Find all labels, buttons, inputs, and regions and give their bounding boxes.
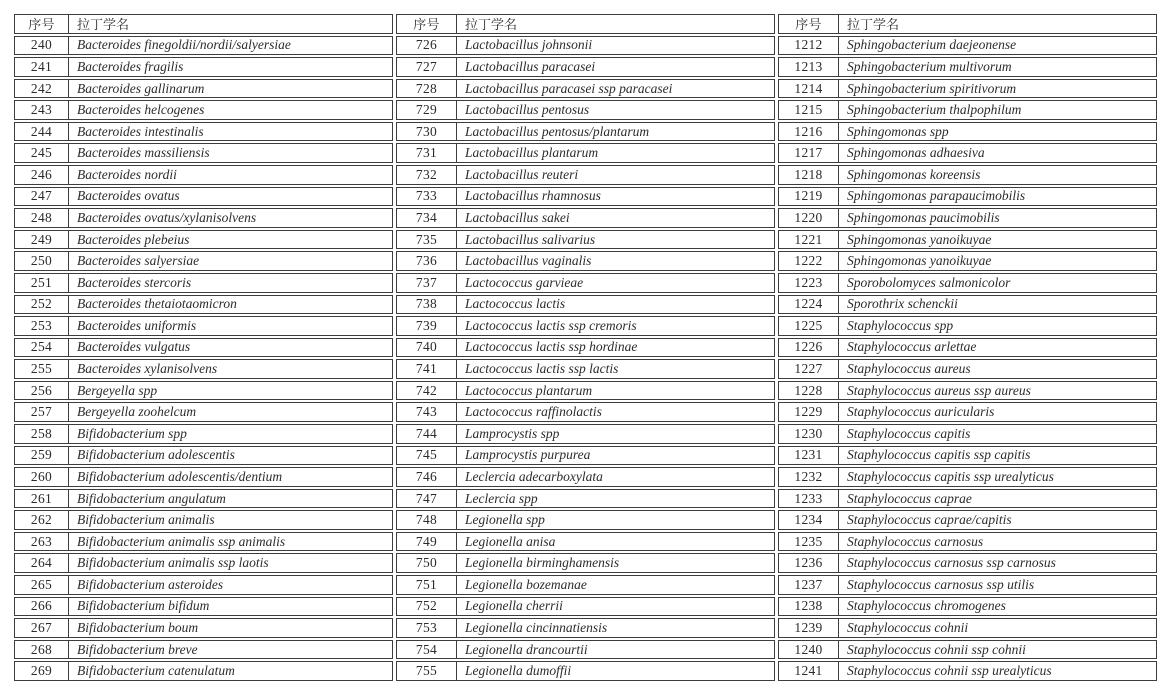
row-latin-name: Bifidobacterium breve (77, 641, 198, 657)
table-row (14, 122, 393, 142)
row-latin-name: Staphylococcus auricularis (847, 404, 995, 420)
table-row (14, 143, 393, 163)
row-latin-name: Sphingobacterium daejeonense (847, 37, 1017, 53)
row-number: 1226 (779, 339, 839, 357)
row-latin-name: Bacteroides stercoris (77, 274, 192, 290)
table-row (778, 36, 1157, 56)
table-row (396, 532, 775, 552)
row-latin-name: Sphingomonas parapaucimobilis (847, 188, 1026, 204)
table-row (14, 100, 393, 120)
row-number: 735 (397, 231, 457, 249)
row-number: 1228 (779, 382, 839, 400)
row-latin-name: Lactobacillus vaginalis (465, 253, 592, 269)
row-latin-name: Legionella drancourtii (465, 641, 588, 657)
row-latin-name: Bacteroides intestinalis (77, 123, 204, 139)
table-row (778, 57, 1157, 77)
row-latin-name: Staphylococcus chromogenes (847, 598, 1006, 614)
table-row (396, 230, 775, 250)
row-latin-name: Lactococcus lactis ssp cremoris (465, 317, 637, 333)
row-number: 750 (397, 554, 457, 572)
table-row (778, 424, 1157, 444)
table-row (396, 402, 775, 422)
col-header-serial: 序号 (15, 15, 69, 33)
row-number: 259 (15, 447, 69, 465)
row-number: 1215 (779, 101, 839, 119)
row-latin-name: Bergeyella zoohelcum (77, 404, 197, 420)
table-row (396, 553, 775, 573)
row-latin-name: Legionella dumoffii (465, 663, 572, 679)
table-row (14, 381, 393, 401)
row-number: 748 (397, 511, 457, 529)
row-latin-name: Bacteroides ovatus/xylanisolvens (77, 209, 257, 225)
row-number: 1229 (779, 403, 839, 421)
row-number: 1240 (779, 641, 839, 659)
row-number: 1233 (779, 490, 839, 508)
row-number: 1230 (779, 425, 839, 443)
table-row (396, 316, 775, 336)
table-column-group-2 (396, 14, 775, 681)
row-number: 738 (397, 296, 457, 314)
row-number: 752 (397, 598, 457, 616)
col-header-latin-name: 拉丁学名 (465, 17, 518, 33)
table-row (14, 230, 393, 250)
table-row (14, 640, 393, 660)
table-row (778, 553, 1157, 573)
table-row (14, 187, 393, 207)
row-latin-name: Staphylococcus arlettae (847, 339, 977, 355)
table-row (778, 79, 1157, 99)
table-row (396, 446, 775, 466)
row-number: 256 (15, 382, 69, 400)
table-row (396, 467, 775, 487)
row-latin-name: Bifidobacterium catenulatum (77, 663, 235, 679)
row-latin-name: Legionella cincinnatiensis (465, 619, 608, 635)
row-number: 268 (15, 641, 69, 659)
row-latin-name: Lactobacillus paracasei (465, 58, 596, 74)
row-number: 244 (15, 123, 69, 141)
row-number: 741 (397, 360, 457, 378)
row-number: 737 (397, 274, 457, 292)
row-number: 1217 (779, 144, 839, 162)
row-number: 744 (397, 425, 457, 443)
row-number: 248 (15, 209, 69, 227)
table-row (14, 295, 393, 315)
table-row (14, 575, 393, 595)
header-row (396, 14, 775, 34)
col-header-serial: 序号 (397, 15, 457, 33)
row-latin-name: Lamprocystis spp (465, 425, 560, 441)
row-number: 1222 (779, 252, 839, 270)
row-number: 1225 (779, 317, 839, 335)
row-number: 1231 (779, 447, 839, 465)
table-row (396, 57, 775, 77)
row-latin-name: Legionella anisa (465, 533, 556, 549)
row-number: 1219 (779, 188, 839, 206)
table-row (396, 187, 775, 207)
row-number: 732 (397, 166, 457, 184)
row-latin-name: Staphylococcus capitis ssp capitis (847, 447, 1031, 463)
row-latin-name: Sphingomonas koreensis (847, 166, 981, 182)
row-latin-name: Bifidobacterium spp (77, 425, 187, 441)
row-number: 257 (15, 403, 69, 421)
row-latin-name: Bifidobacterium animalis (77, 512, 215, 528)
table-column-group-3 (778, 14, 1157, 681)
table-row (396, 79, 775, 99)
table-row (396, 510, 775, 530)
row-latin-name: Staphylococcus capitis ssp urealyticus (847, 468, 1054, 484)
row-latin-name: Sporobolomyces salmonicolor (847, 274, 1011, 290)
table-row (396, 36, 775, 56)
row-latin-name: Bergeyella spp (77, 382, 158, 398)
row-number: 740 (397, 339, 457, 357)
table-row (396, 143, 775, 163)
row-latin-name: Lactobacillus johnsonii (465, 37, 593, 53)
row-latin-name: Leclercia adecarboxylata (465, 468, 603, 484)
row-number: 261 (15, 490, 69, 508)
table-row (14, 532, 393, 552)
row-latin-name: Bacteroides massiliensis (77, 145, 210, 161)
table-row (778, 338, 1157, 358)
table-row (396, 575, 775, 595)
row-latin-name: Bifidobacterium adolescentis (77, 447, 235, 463)
table-row (396, 273, 775, 293)
table-row (778, 295, 1157, 315)
row-number: 746 (397, 468, 457, 486)
row-latin-name: Lactococcus plantarum (465, 382, 593, 398)
table-row (778, 251, 1157, 271)
row-latin-name: Lactococcus lactis ssp hordinae (465, 339, 638, 355)
table-row (396, 208, 775, 228)
row-number: 745 (397, 447, 457, 465)
row-latin-name: Lactobacillus salivarius (465, 231, 596, 247)
table-row (396, 122, 775, 142)
table-row (14, 467, 393, 487)
table-row (778, 359, 1157, 379)
col-header-latin-name: 拉丁学名 (77, 17, 130, 33)
row-number: 266 (15, 598, 69, 616)
row-latin-name: Sphingobacterium thalpophilum (847, 102, 1022, 118)
row-latin-name: Staphylococcus caprae/capitis (847, 512, 1012, 528)
table-row (14, 510, 393, 530)
table-row (778, 575, 1157, 595)
table-row (396, 251, 775, 271)
row-latin-name: Staphylococcus aureus ssp aureus (847, 382, 1031, 398)
row-number: 250 (15, 252, 69, 270)
row-number: 251 (15, 274, 69, 292)
row-number: 1212 (779, 37, 839, 55)
row-number: 262 (15, 511, 69, 529)
row-latin-name: Bifidobacterium asteroides (77, 576, 224, 592)
table-row (396, 424, 775, 444)
table-row (396, 640, 775, 660)
row-number: 1238 (779, 598, 839, 616)
row-latin-name: Bacteroides vulgatus (77, 339, 191, 355)
row-latin-name: Bifidobacterium animalis ssp animalis (77, 533, 286, 549)
table-row (778, 510, 1157, 530)
row-number: 747 (397, 490, 457, 508)
row-number: 249 (15, 231, 69, 249)
row-latin-name: Bacteroides helcogenes (77, 102, 205, 118)
row-latin-name: Staphylococcus carnosus ssp utilis (847, 576, 1035, 592)
row-number: 243 (15, 101, 69, 119)
row-latin-name: Bifidobacterium boum (77, 619, 199, 635)
row-number: 247 (15, 188, 69, 206)
table-row (778, 618, 1157, 638)
row-number: 1221 (779, 231, 839, 249)
row-number: 1241 (779, 662, 839, 680)
row-latin-name: Bifidobacterium angulatum (77, 490, 226, 506)
row-latin-name: Bifidobacterium adolescentis/dentium (77, 468, 283, 484)
row-number: 1224 (779, 296, 839, 314)
row-number: 739 (397, 317, 457, 335)
row-latin-name: Bacteroides nordii (77, 166, 177, 182)
row-latin-name: Legionella spp (465, 512, 545, 528)
row-number: 1214 (779, 80, 839, 98)
table-row (778, 489, 1157, 509)
table-row (396, 295, 775, 315)
table-row (778, 143, 1157, 163)
row-number: 755 (397, 662, 457, 680)
row-number: 254 (15, 339, 69, 357)
table-row (14, 618, 393, 638)
table-row (396, 661, 775, 681)
table-row (14, 424, 393, 444)
table-row (778, 532, 1157, 552)
row-latin-name: Staphylococcus spp (847, 317, 954, 333)
row-number: 265 (15, 576, 69, 594)
table-row (778, 230, 1157, 250)
row-number: 260 (15, 468, 69, 486)
col-header-serial: 序号 (779, 15, 839, 33)
row-latin-name: Staphylococcus cohnii (847, 619, 969, 635)
table-row (778, 467, 1157, 487)
row-latin-name: Bacteroides ovatus (77, 188, 180, 204)
row-number: 743 (397, 403, 457, 421)
row-latin-name: Sphingomonas yanoikuyae (847, 253, 992, 269)
row-number: 1236 (779, 554, 839, 572)
row-latin-name: Sphingomonas yanoikuyae (847, 231, 992, 247)
row-number: 267 (15, 619, 69, 637)
row-number: 731 (397, 144, 457, 162)
row-latin-name: Lactobacillus rhamnosus (465, 188, 601, 204)
row-latin-name: Staphylococcus aureus (847, 361, 971, 377)
row-latin-name: Bifidobacterium bifidum (77, 598, 210, 614)
row-number: 263 (15, 533, 69, 551)
row-latin-name: Lactococcus lactis ssp lactis (465, 361, 619, 377)
row-number: 246 (15, 166, 69, 184)
table-row (396, 100, 775, 120)
row-latin-name: Lamprocystis purpurea (465, 447, 591, 463)
row-latin-name: Lactococcus garvieae (465, 274, 584, 290)
row-number: 255 (15, 360, 69, 378)
row-number: 727 (397, 58, 457, 76)
species-table (14, 14, 1157, 681)
table-row (778, 187, 1157, 207)
row-latin-name: Bacteroides gallinarum (77, 80, 205, 96)
row-latin-name: Legionella birminghamensis (465, 555, 620, 571)
row-number: 1234 (779, 511, 839, 529)
row-number: 749 (397, 533, 457, 551)
table-row (396, 489, 775, 509)
row-number: 751 (397, 576, 457, 594)
row-number: 742 (397, 382, 457, 400)
table-row (396, 381, 775, 401)
row-number: 1239 (779, 619, 839, 637)
row-number: 258 (15, 425, 69, 443)
table-row (778, 316, 1157, 336)
row-latin-name: Legionella bozemanae (465, 576, 587, 592)
row-number: 754 (397, 641, 457, 659)
table-row (778, 100, 1157, 120)
table-row (778, 402, 1157, 422)
row-latin-name: Lactobacillus pentosus (465, 102, 590, 118)
table-row (14, 338, 393, 358)
table-row (14, 489, 393, 509)
header-row (778, 14, 1157, 34)
row-latin-name: Bacteroides finegoldii/nordii/salyersiae (77, 37, 291, 53)
row-latin-name: Bacteroides xylanisolvens (77, 361, 218, 377)
row-number: 1213 (779, 58, 839, 76)
table-row (14, 446, 393, 466)
row-number: 241 (15, 58, 69, 76)
row-latin-name: Bacteroides thetaiotaomicron (77, 296, 237, 312)
table-row (778, 273, 1157, 293)
table-row (14, 273, 393, 293)
row-number: 245 (15, 144, 69, 162)
row-number: 242 (15, 80, 69, 98)
row-latin-name: Bacteroides plebeius (77, 231, 190, 247)
table-row (778, 640, 1157, 660)
table-row (396, 338, 775, 358)
table-column-group-1 (14, 14, 393, 681)
table-row (14, 402, 393, 422)
row-latin-name: Sphingomonas paucimobilis (847, 209, 1000, 225)
table-row (14, 661, 393, 681)
table-row (778, 122, 1157, 142)
table-row (778, 661, 1157, 681)
table-row (14, 165, 393, 185)
row-number: 253 (15, 317, 69, 335)
row-latin-name: Lactococcus raffinolactis (465, 404, 602, 420)
row-latin-name: Leclercia spp (465, 490, 538, 506)
row-number: 729 (397, 101, 457, 119)
table-row (14, 251, 393, 271)
row-latin-name: Lactobacillus paracasei ssp paracasei (465, 80, 673, 96)
row-number: 252 (15, 296, 69, 314)
table-row (14, 597, 393, 617)
row-number: 240 (15, 37, 69, 55)
table-row (396, 618, 775, 638)
row-latin-name: Sphingobacterium multivorum (847, 58, 1012, 74)
table-row (14, 208, 393, 228)
row-number: 1235 (779, 533, 839, 551)
row-latin-name: Lactobacillus plantarum (465, 145, 599, 161)
row-latin-name: Lactobacillus reuteri (465, 166, 579, 182)
row-number: 726 (397, 37, 457, 55)
row-latin-name: Staphylococcus carnosus ssp carnosus (847, 555, 1056, 571)
row-number: 1220 (779, 209, 839, 227)
row-number: 728 (397, 80, 457, 98)
row-number: 1237 (779, 576, 839, 594)
row-number: 753 (397, 619, 457, 637)
row-latin-name: Bacteroides salyersiae (77, 253, 200, 269)
table-row (778, 597, 1157, 617)
table-row (778, 208, 1157, 228)
row-latin-name: Legionella cherrii (465, 598, 563, 614)
table-row (778, 165, 1157, 185)
row-number: 730 (397, 123, 457, 141)
row-latin-name: Sphingomonas adhaesiva (847, 145, 985, 161)
row-number: 1216 (779, 123, 839, 141)
row-latin-name: Staphylococcus capitis (847, 425, 971, 441)
row-number: 733 (397, 188, 457, 206)
col-header-latin-name: 拉丁学名 (847, 17, 900, 33)
row-latin-name: Staphylococcus caprae (847, 490, 972, 506)
row-number: 1232 (779, 468, 839, 486)
table-row (14, 553, 393, 573)
row-latin-name: Sphingobacterium spiritivorum (847, 80, 1017, 96)
row-number: 1223 (779, 274, 839, 292)
row-latin-name: Lactobacillus pentosus/plantarum (465, 123, 650, 139)
row-latin-name: Lactococcus lactis (465, 296, 566, 312)
table-row (396, 359, 775, 379)
table-row (14, 79, 393, 99)
row-latin-name: Staphylococcus cohnii ssp urealyticus (847, 663, 1052, 679)
row-latin-name: Staphylococcus carnosus (847, 533, 984, 549)
row-number: 1227 (779, 360, 839, 378)
row-latin-name: Sporothrix schenckii (847, 296, 958, 312)
header-row (14, 14, 393, 34)
table-row (14, 316, 393, 336)
row-number: 734 (397, 209, 457, 227)
table-row (778, 381, 1157, 401)
table-row (14, 57, 393, 77)
table-row (396, 597, 775, 617)
row-latin-name: Sphingomonas spp (847, 123, 949, 139)
row-latin-name: Lactobacillus sakei (465, 209, 570, 225)
row-latin-name: Bacteroides uniformis (77, 317, 197, 333)
row-number: 264 (15, 554, 69, 572)
row-latin-name: Bifidobacterium animalis ssp laotis (77, 555, 269, 571)
row-latin-name: Staphylococcus cohnii ssp cohnii (847, 641, 1026, 657)
table-row (778, 446, 1157, 466)
table-row (14, 359, 393, 379)
table-row (14, 36, 393, 56)
row-latin-name: Bacteroides fragilis (77, 58, 184, 74)
row-number: 1218 (779, 166, 839, 184)
table-row (396, 165, 775, 185)
row-number: 269 (15, 662, 69, 680)
row-number: 736 (397, 252, 457, 270)
